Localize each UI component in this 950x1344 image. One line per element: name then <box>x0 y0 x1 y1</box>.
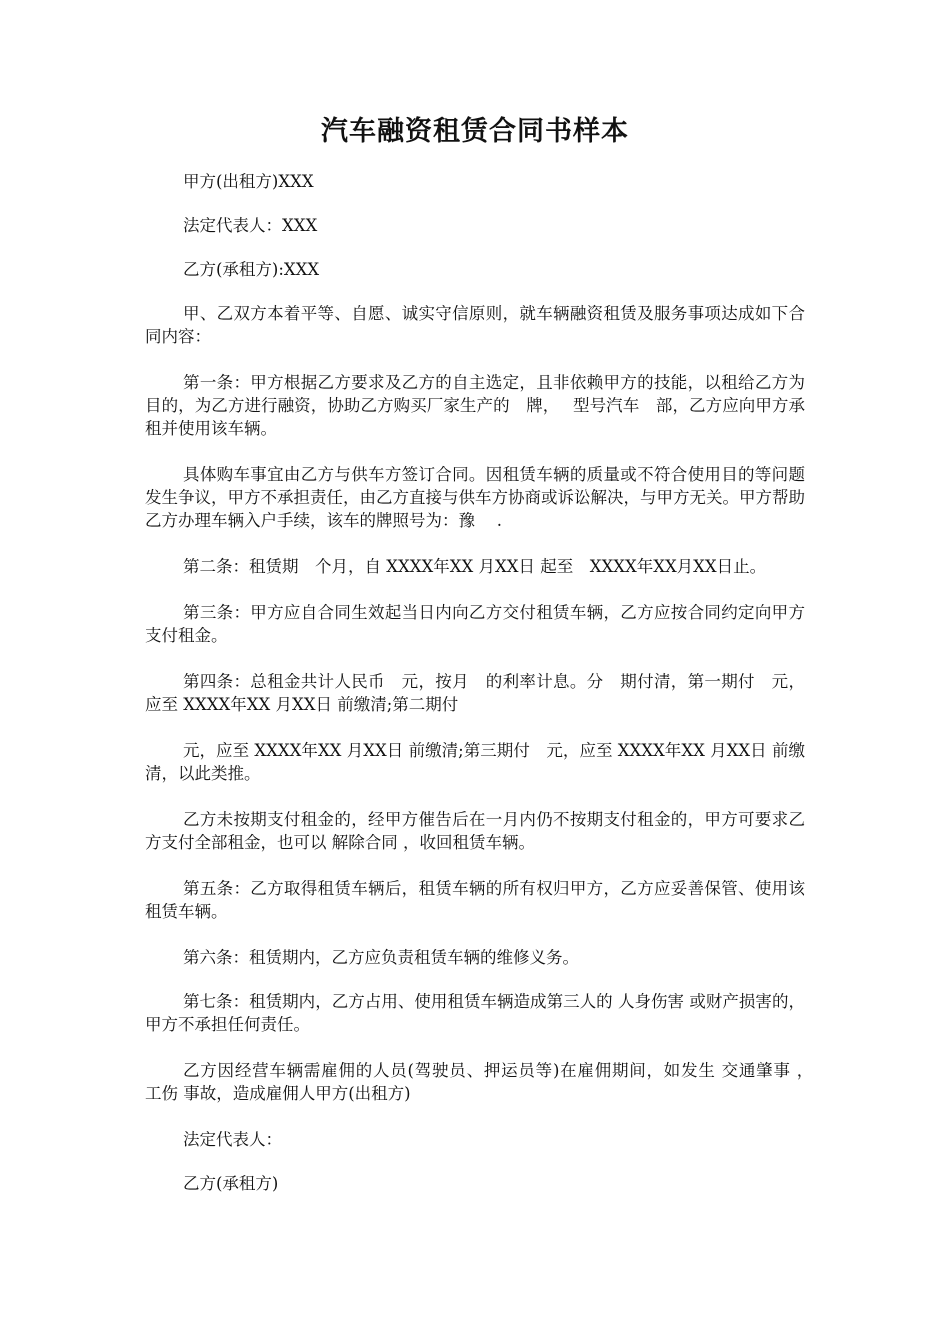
article-7-paragraph: 第七条：租赁期内，乙方占用、使用租赁车辆造成第三人的 人身伤害 或财产损害的，甲方不承担任何责任。 <box>145 992 805 1034</box>
legal-representative-line: 法定代表人：XXX <box>183 216 318 235</box>
article-4-paragraph: 第四条：总租金共计人民币 元，按月 的利率计息。分 期付清，第一期付 元，应至 XXXX年XX 月XX日 前缴清;第二期付 <box>145 672 805 714</box>
party-a-line: 甲方(出租方)XXX <box>183 172 314 191</box>
document-title: 汽车融资租赁合同书样本 <box>321 116 629 147</box>
article-5-paragraph: 第五条：乙方取得租赁车辆后，租赁车辆的所有权归甲方，乙方应妥善保管、使用该租赁车辆。 <box>145 879 805 921</box>
party-b-line: 乙方(承租方):XXX <box>183 260 320 279</box>
article-2-paragraph: 第二条：租赁期 个月，自 XXXX年XX 月XX日 起至 XXXX年XX月XX日止。 <box>183 557 767 576</box>
article-1-paragraph: 第一条：甲方根据乙方要求及乙方的自主选定，且非依赖甲方的技能，以租给乙方为目的，为乙方进行融资，协助乙方购买厂家生产的 牌， 型号汽车 部，乙方应向甲方承租并使用该车辆。 <box>145 373 805 438</box>
vehicle-purchase-paragraph: 具体购车事宜由乙方与供车方签订合同。因租赁车辆的质量或不符合使用目的等问题发生争议，甲方不承担责任，由乙方直接与供车方协商或诉讼解决，与甲方无关。甲方帮助乙方办理车辆入户手续，该车的牌照号为：豫 . <box>145 465 805 530</box>
preamble-paragraph: 甲、乙双方本着平等、自愿、诚实守信原则，就车辆融资租赁及服务事项达成如下合同内容： <box>145 304 805 346</box>
payment-schedule-paragraph: 元，应至 XXXX年XX 月XX日 前缴清;第三期付 元，应至 XXXX年XX 月XX日 前缴清，以此类推。 <box>145 741 805 783</box>
article-6-paragraph: 第六条：租赁期内，乙方应负责租赁车辆的维修义务。 <box>183 948 579 967</box>
signature-party-b: 乙方(承租方) <box>183 1174 279 1193</box>
late-payment-paragraph: 乙方未按期支付租金的，经甲方催告后在一月内仍不按期支付租金的，甲方可要求乙方支付全部租金，也可以 解除合同 ，收回租赁车辆。 <box>145 810 805 852</box>
document-body <box>145 170 822 1216</box>
signature-legal-representative: 法定代表人： <box>183 1130 282 1149</box>
article-3-paragraph: 第三条：甲方应自合同生效起当日内向乙方交付租赁车辆，乙方应按合同约定向甲方支付租金。 <box>145 603 805 645</box>
employee-liability-paragraph: 乙方因经营车辆需雇佣的人员(驾驶员、押运员等)在雇佣期间，如发生 交通肇事 ， 工伤 事故，造成雇佣人甲方(出租方) <box>145 1061 822 1103</box>
